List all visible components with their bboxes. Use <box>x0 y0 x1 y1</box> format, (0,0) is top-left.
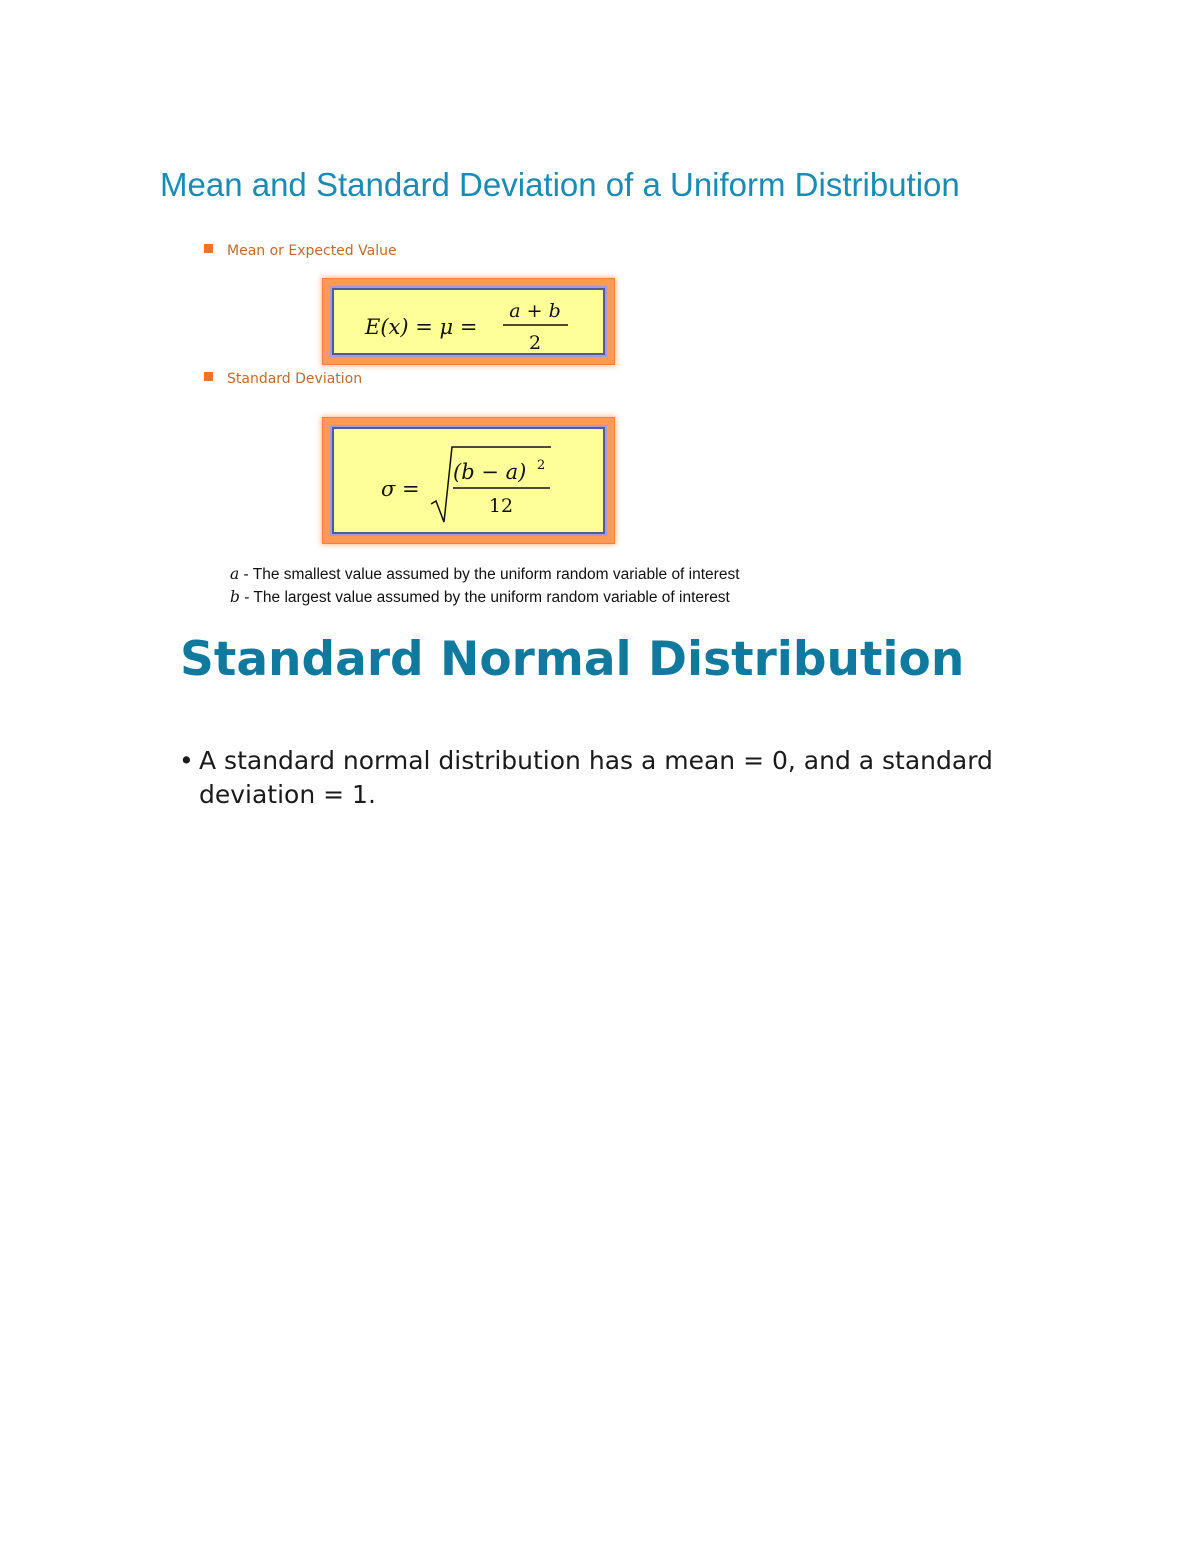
mean-formula-numerator: a + b <box>509 300 561 322</box>
standard-normal-bullet <box>179 744 1079 812</box>
definition-b <box>230 586 740 609</box>
mean-formula-box <box>322 278 615 365</box>
sd-formula-exponent: 2 <box>537 458 546 473</box>
definition-a-symbol: a <box>230 565 240 583</box>
sd-formula-lhs: σ = <box>381 477 420 501</box>
sd-formula-denominator: 12 <box>488 495 514 517</box>
mean-bullet-label: Mean or Expected Value <box>227 243 397 259</box>
sd-bullet-label: Standard Deviation <box>227 371 363 387</box>
square-bullet-icon <box>204 372 213 381</box>
definition-b-symbol: b <box>230 588 240 606</box>
definition-a <box>230 563 740 586</box>
standard-normal-title: Standard Normal Distribution <box>180 632 965 687</box>
uniform-section-title: Mean and Standard Deviation of a Uniform Distribution <box>160 166 960 203</box>
bullet-dot-icon: • <box>179 746 194 775</box>
standard-normal-bullet-text: A standard normal distribution has a mean = 0, and a standard deviation = 1. <box>199 746 993 809</box>
mean-formula-denominator: 2 <box>528 332 542 354</box>
square-bullet-icon <box>204 244 213 253</box>
mean-formula-lhs: E(x) = μ = <box>365 315 478 339</box>
sd-bullet <box>204 371 362 387</box>
sd-formula-box <box>322 417 615 544</box>
mean-bullet <box>204 243 397 259</box>
variable-definitions <box>230 563 740 609</box>
sd-formula-numerator: (b − a) <box>453 460 527 484</box>
definition-a-text: - The smallest value assumed by the uniform random variable of interest <box>239 566 740 583</box>
definition-b-text: - The largest value assumed by the uniform random variable of interest <box>239 589 730 606</box>
